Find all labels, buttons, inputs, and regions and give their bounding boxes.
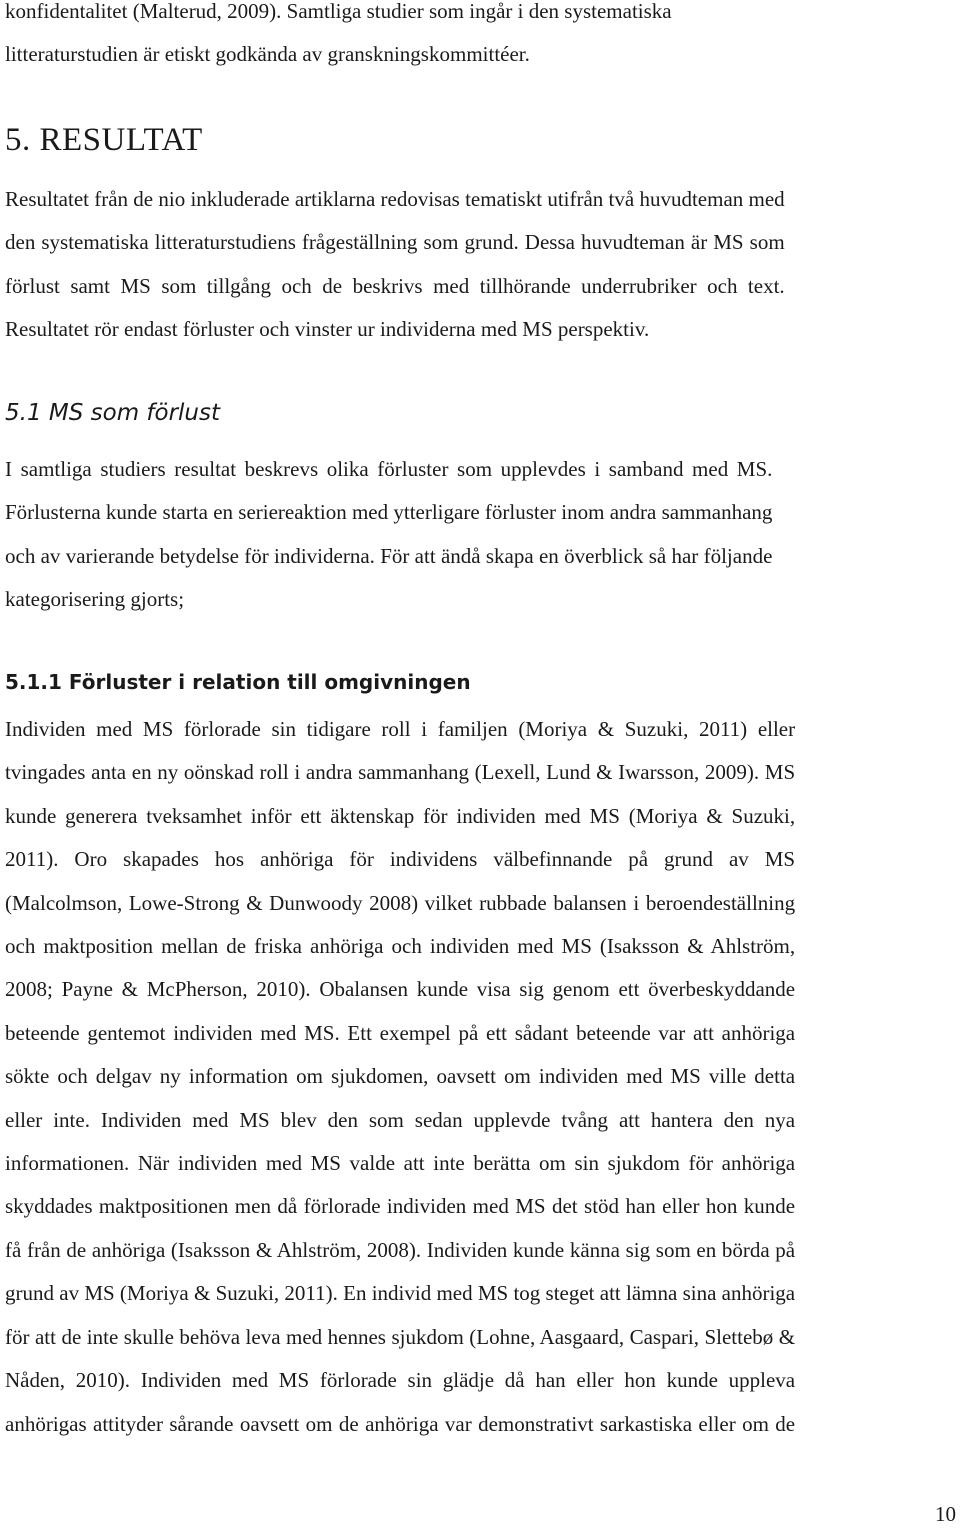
text-line: Resultatet från de nio inkluderade artiklarna redovisas tematiskt utifrån två huvudteman med <box>5 187 785 211</box>
text-line: skyddades maktpositionen men då förlorade individen med MS det stöd han eller hon kunde <box>5 1194 796 1219</box>
intro-paragraph <box>5 0 672 77</box>
text-line: litteraturstudien är etiskt godkända av granskningskommittéer. <box>5 42 530 67</box>
text-line: Resultatet rör endast förluster och vinster ur individerna med MS perspektiv. <box>5 317 650 342</box>
text-line: eller inte. Individen med MS blev den som sedan upplevde tvång att hantera den nya <box>5 1107 796 1132</box>
text-line: (Malcolmson, Lowe-Strong & Dunwoody 2008) vilket rubbade balansen i beroendeställning <box>5 890 796 915</box>
text-line: och maktposition mellan de friska anhöriga och individen med MS (Isaksson & Ahlström, <box>5 934 796 959</box>
subsubsection-heading-environment: 5.1.1 Förluster i relation till omgivningen <box>5 670 471 694</box>
text-line: Förlusterna kunde starta en seriereaktion med ytterligare förluster inom andra sammanhang <box>5 500 773 525</box>
text-line: sökte och delgav ny information om sjukdomen, oavsett om individen med MS ville detta <box>5 1064 796 1089</box>
text-line: kategorisering gjorts; <box>5 587 185 612</box>
section-heading-results: 5. RESULTAT <box>5 122 203 158</box>
text-line: få från de anhöriga (Isaksson & Ahlström, 2008). Individen kunde känna sig som en börda på <box>5 1237 796 1262</box>
text-line: förlust samt MS som tillgång och de beskrivs med tillhörande underrubriker och text. <box>5 273 785 298</box>
subsection-heading-loss: 5.1 MS som förlust <box>5 400 221 426</box>
loss-paragraph <box>5 448 772 622</box>
page-number: 10 <box>935 1502 956 1526</box>
text-line: och av varierande betydelse för individerna. För att ändå skapa en överblick så har följande <box>5 543 773 568</box>
environment-paragraph <box>5 708 795 1446</box>
text-line: för att de inte skulle behöva leva med hennes sjukdom (Lohne, Aasgaard, Caspari, Slettebø & <box>5 1324 796 1349</box>
text-line: Nåden, 2010). Individen med MS förlorade sin glädje då han eller hon kunde uppleva <box>5 1368 796 1393</box>
text-line: den systematiska litteraturstudiens frågeställning som grund. Dessa huvudteman är MS som <box>5 230 785 255</box>
text-line: grund av MS (Moriya & Suzuki, 2011). En individ med MS tog steget att lämna sina anhöriga <box>5 1281 796 1306</box>
results-paragraph <box>5 178 785 352</box>
text-line: kunde generera tveksamhet inför ett äktenskap för individen med MS (Moriya & Suzuki, <box>5 803 796 828</box>
text-line: Individen med MS förlorade sin tidigare roll i familjen (Moriya & Suzuki, 2011) eller <box>5 717 796 741</box>
text-line: 2011). Oro skapades hos anhöriga för individens välbefinnande på grund av MS <box>5 847 796 872</box>
text-line: informationen. När individen med MS valde att inte berätta om sin sjukdom för anhöriga <box>5 1151 796 1176</box>
text-line: konfidentalitet (Malterud, 2009). Samtliga studier som ingår i den systematiska <box>5 0 672 23</box>
text-line: tvingades anta en ny oönskad roll i andra sammanhang (Lexell, Lund & Iwarsson, 2009). MS <box>5 760 796 785</box>
text-line: I samtliga studiers resultat beskrevs olika förluster som upplevdes i samband med MS. <box>5 457 773 481</box>
text-line: anhörigas attityder sårande oavsett om de anhöriga var demonstrativt sarkastiska eller om de <box>5 1411 796 1436</box>
text-line: 2008; Payne & McPherson, 2010). Obalansen kunde visa sig genom ett överbeskyddande <box>5 977 796 1002</box>
text-line: beteende gentemot individen med MS. Ett exempel på ett sådant beteende var att anhöriga <box>5 1020 796 1045</box>
